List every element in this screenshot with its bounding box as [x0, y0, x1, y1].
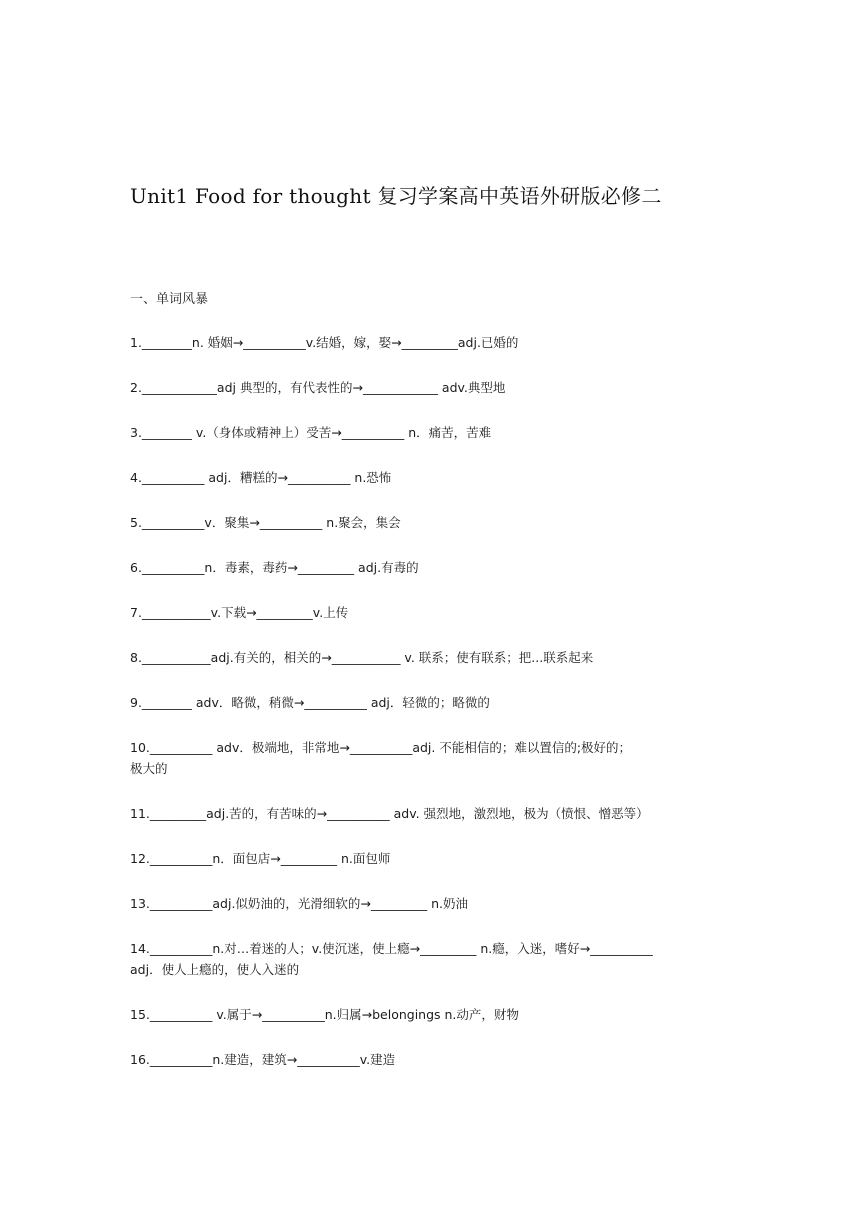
exercise-item-line: 3.________ v.（身体或精神上）受苦→__________ n．痛苦，苦难: [130, 425, 492, 440]
exercise-item-line: adj．使人上瘾的，使人入迷的: [130, 962, 300, 977]
exercise-item: [130, 602, 740, 623]
exercise-item: [130, 848, 740, 869]
exercise-item-line: 6.__________n．毒素，毒药→_________ adj.有毒的: [130, 560, 419, 575]
exercise-item-line: 16.__________n.建造，建筑→__________v.建造: [130, 1052, 396, 1067]
exercise-item-line: 11._________adj.苦的，有苦味的→__________ adv. 强烈地，激烈地，极为（愤恨、憎恶等）: [130, 806, 649, 821]
exercise-item-line: 14.__________n.对…着迷的人；v.使沉迷，使上瘾→_________ n.瘾，入迷，嗜好→__________: [130, 941, 653, 956]
exercise-item-line: 1.________n. 婚姻→__________v.结婚，嫁，娶→_________adj.已婚的: [130, 335, 519, 350]
exercise-item: [130, 332, 740, 353]
exercise-item-line: 8.___________adj.有关的，相关的→___________ v. 联系；使有联系；把...联系起来: [130, 650, 594, 665]
exercise-item-line: 4.__________ adj．糟糕的→__________ n.恐怖: [130, 470, 392, 485]
exercise-item: [130, 692, 740, 713]
exercise-item: [130, 512, 740, 533]
exercise-item-line: 极大的: [130, 761, 168, 776]
exercise-item-line: 5.__________v．聚集→__________ n.聚会，集会: [130, 515, 401, 530]
exercise-item: [130, 1004, 740, 1025]
exercise-item: [130, 647, 740, 668]
exercise-item-line: 9.________ adv．略微，稍微→__________ adj．轻微的；略微的: [130, 695, 490, 710]
exercise-item: [130, 893, 740, 914]
exercise-item: [130, 377, 740, 398]
exercise-item: [130, 938, 740, 980]
exercise-item-line: 13.__________adj.似奶油的，光滑细软的→_________ n.奶油: [130, 896, 469, 911]
exercise-item-line: 10.__________ adv．极端地，非常地→__________adj. 不能相信的；难以置信的;极好的；: [130, 740, 632, 755]
exercise-item: [130, 422, 740, 443]
exercise-item: [130, 1049, 740, 1070]
exercise-item-line: 15.__________ v.属于→__________n.归属→belongings n.动产，财物: [130, 1007, 519, 1022]
exercise-item-line: 7.___________v.下载→_________v.上传: [130, 605, 349, 620]
exercise-item: [130, 737, 740, 779]
exercise-list: [130, 332, 740, 1094]
exercise-item: [130, 803, 740, 824]
section-heading: 一、单词风暴: [130, 292, 209, 307]
document-title: Unit1 Food for thought 复习学案高中英语外研版必修二: [130, 184, 662, 208]
exercise-item-line: 2.____________adj 典型的，有代表性的→____________ adv.典型地: [130, 380, 506, 395]
exercise-item: [130, 467, 740, 488]
exercise-item: [130, 557, 740, 578]
exercise-item-line: 12.__________n．面包店→_________ n.面包师: [130, 851, 391, 866]
